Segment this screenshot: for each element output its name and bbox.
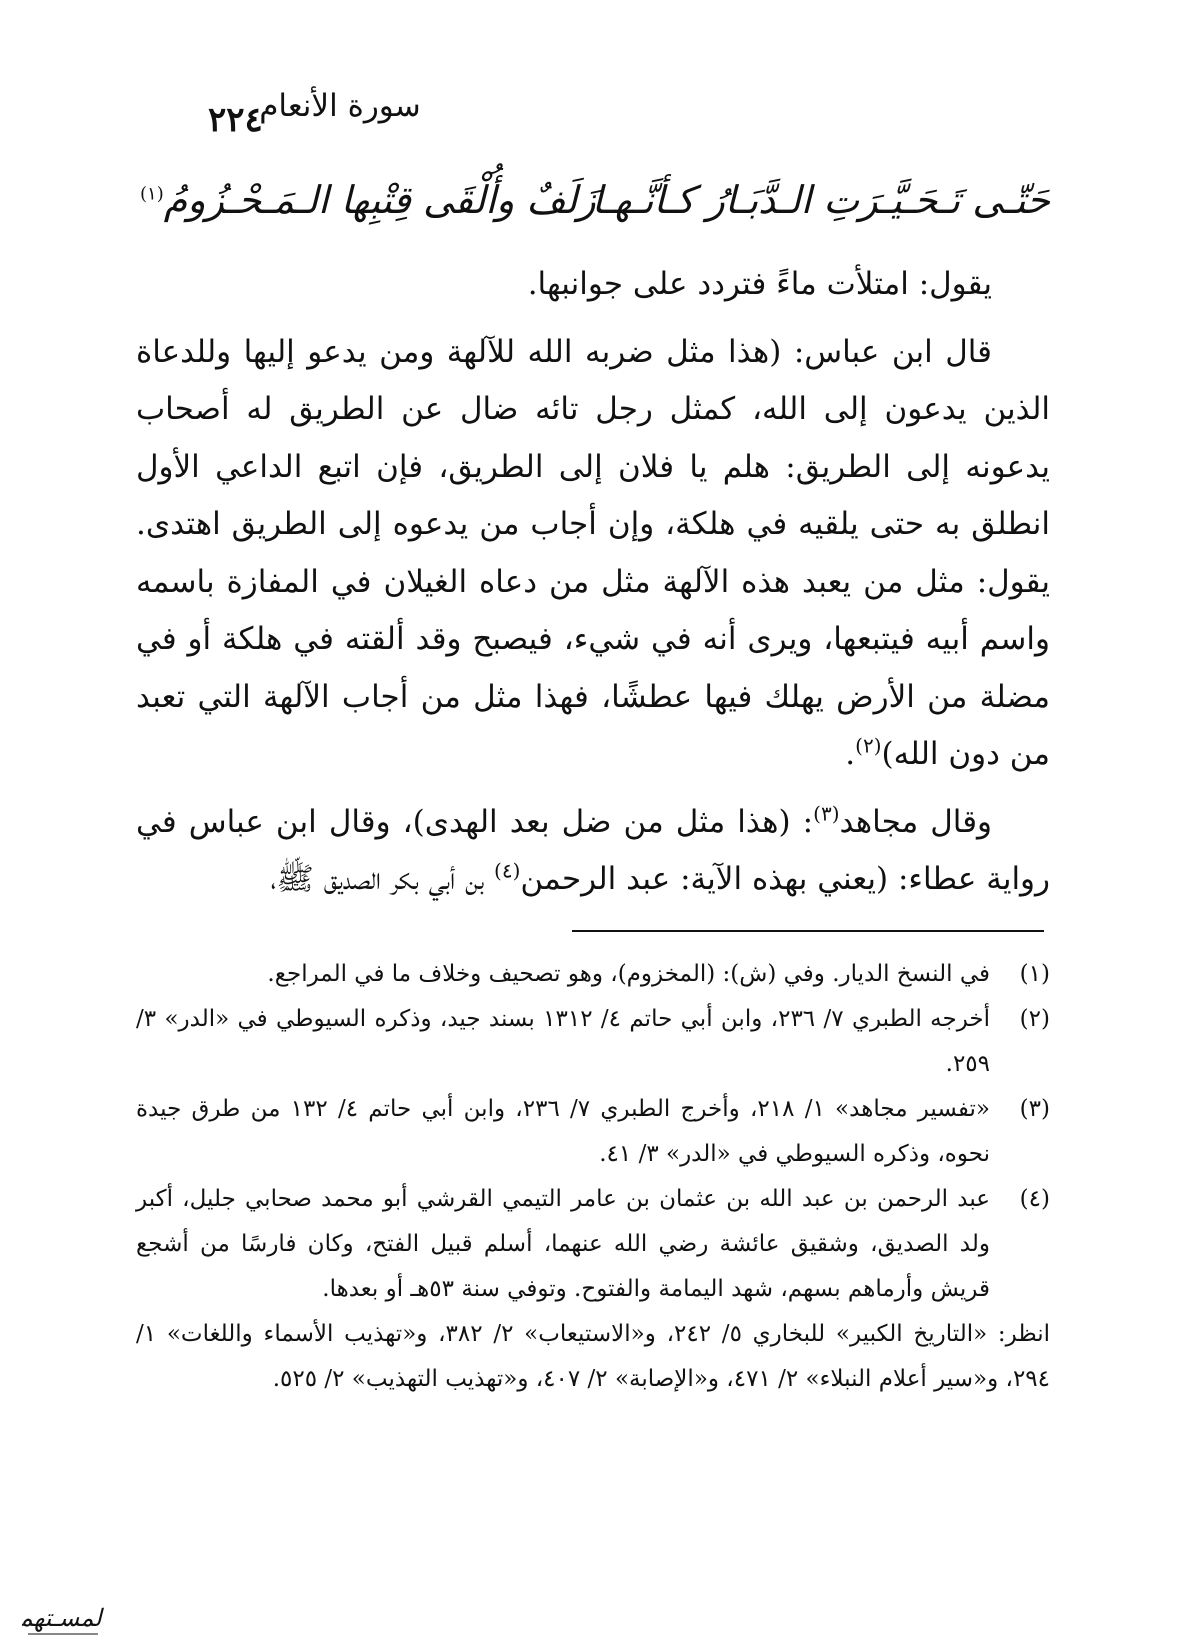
page-number: ٢٢٤ xyxy=(208,100,263,140)
running-title: سورة الأنعام xyxy=(259,88,421,124)
logo-text: المسـتهم xyxy=(22,1604,104,1632)
footnote-text: في النسخ الديار. وفي (ش): (المخزوم)، وهو تصحيف وخلاف ما في المراجع. xyxy=(267,961,990,987)
footnote-text: عبد الرحمن بن عبد الله بن عثمان بن عامر التيمي القرشي أبو محمد صحابي جليل، أكبر ولد الصديق، وشقيق عائشة رضي الله عنهما، أسلم قبيل الفتح، وكان فارسًا من أشجع قريش وأرماهم بسهم، شهد اليمامة والفتوح. وتوفي سنة ٥٣هـ أو بعدها. xyxy=(136,1186,990,1302)
paragraph-2-text: قال ابن عباس: (هذا مثل ضربه الله للآلهة ومن يدعو إليها وللدعاة الذين يدعون إلى الله، كمثل رجل تائه ضال عن الطريق له أصحاب يدعونه إلى الطريق: هلم يا فلان إلى الطريق، فإن اتبع الداعي الأول انطلق به حتى يلقيه في هلكة، وإن أجاب من يدعوه إلى الطريق اهتدى. يقول: مثل من يعبد هذه الآلهة مثل من دعاه الغيلان في المفازة باسمه واسم أبيه فيتبعها، ويرى أنه في شيء، فيصبح وقد ألقته في هلكة أو في مضلة من الأرض يهلك فيها عطشًا، فهذا مثل من أجاب الآلهة التي تعبد من دون الله) xyxy=(136,333,1050,772)
footnote-3 xyxy=(136,1087,1050,1177)
footnote-number: (١) xyxy=(1019,961,1050,987)
calligraphic-logo-icon xyxy=(22,1598,104,1638)
footnote-divider xyxy=(572,930,1044,932)
poetry-verse xyxy=(140,172,1050,232)
footnote-references: انظر: «التاريخ الكبير» للبخاري ٥/ ٢٤٢، و«الاستيعاب» ٢/ ٣٨٢، و«تهذيب الأسماء واللغات» ١/ ٢٩٤، و«سير أعلام النبلاء» ٢/ ٤٧١، و«الإصابة» ٢/ ٤٠٧، و«تهذيب التهذيب» ٢/ ٥٢٥. xyxy=(136,1321,1050,1392)
footnote-ref-3: (٣) xyxy=(813,801,840,826)
footnote-text: أخرجه الطبري ٧/ ٢٣٦، وابن أبي حاتم ٤/ ١٣١٢ بسند جيد، وذكره السيوطي في «الدر» ٣/ ٢٥٩. xyxy=(136,1006,991,1077)
paragraph-3 xyxy=(136,794,1050,909)
footnote-number: (٤) xyxy=(1019,1186,1050,1212)
footnote-1 xyxy=(136,952,1050,997)
footnote-ref-4: (٤) xyxy=(494,858,521,883)
footnote-number: (٢) xyxy=(1019,1006,1050,1032)
verse-second-hemistich-text: زَلَفٌ وأُلْقَى قِتْبِها الـمَـحْـزُومُ xyxy=(163,178,596,222)
paragraph-3-a: وقال مجاهد xyxy=(839,803,993,840)
paragraph-3-b: : (هذا مثل من ضل بعد الهدى)، وقال ابن عباس في رواية عطاء: (يعني بهذه الآية: عبد الرحمن xyxy=(136,803,1050,897)
verse-first-hemistich: حَتّـى تَـحَـيَّـرَتِ الـدَّبَـارُ كـأنَّـهـا xyxy=(591,178,1050,222)
footnotes xyxy=(136,952,1050,1402)
footnote-ref-2: (٢) xyxy=(855,733,882,758)
footnote-text: «تفسير مجاهد» ١/ ٢١٨، وأخرج الطبري ٧/ ٢٣٦، وابن أبي حاتم ٤/ ١٣٢ من طرق جيدة نحوه، وذكره السيوطي في «الدر» ٣/ ٤١. xyxy=(136,1096,990,1167)
footnote-number: (٣) xyxy=(1019,1096,1050,1122)
paragraph-1: يقول: امتلأت ماءً فتردد على جوانبها. xyxy=(527,266,992,302)
paragraph-2-end: . xyxy=(845,736,856,772)
main-text xyxy=(136,256,1050,909)
paragraph-3-c: بن أبي بكر الصديق ﷺ، xyxy=(270,861,495,897)
footnote-ref-1: (١) xyxy=(140,183,164,205)
paragraph-2 xyxy=(136,324,1050,784)
footnote-2 xyxy=(136,997,1050,1087)
footnote-4 xyxy=(136,1177,1050,1402)
logo-graphic xyxy=(22,1598,104,1638)
verse-second-hemistich xyxy=(140,178,596,222)
